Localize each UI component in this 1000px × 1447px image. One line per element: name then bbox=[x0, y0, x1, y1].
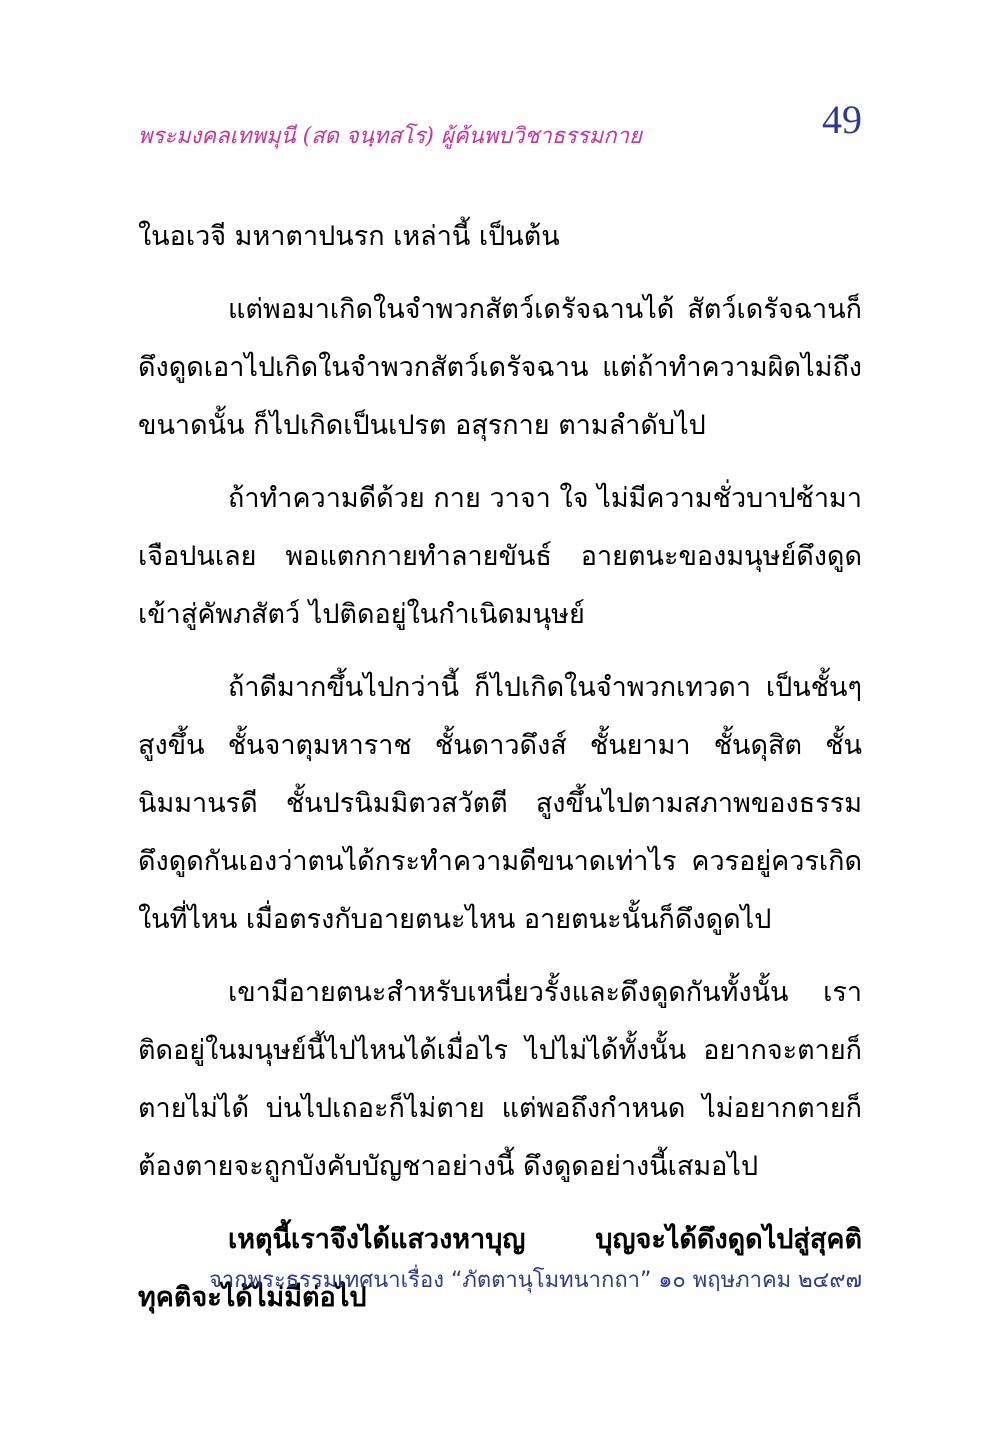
paragraph-4: ถ้าดีมากขึ้นไปกว่านี้ ก็ไปเกิดในจำพวกเทวดา เป็นชั้นๆ สูงขึ้น ชั้นจาตุมหาราช ชั้นดาวดึงส์ ชั้นยามา ชั้นดุสิต ชั้นนิมมานรดี ชั้นปรนิมมิตวสวัตตี สูงขึ้นไปตามสภาพของธรรมดึงดูดกันเองว่าตนได้กระทำความดีขนาดเท่าไร ควรอยู่ควรเกิดในที่ไหน เมื่อตรงกับอายตนะไหน อายตนะนั้นก็ดึงดูดไป bbox=[138, 672, 862, 935]
paragraph-1: ในอเวจี มหาตาปนรก เหล่านี้ เป็นต้น bbox=[138, 221, 560, 252]
page-number: 49 bbox=[822, 97, 862, 142]
paragraph-3: ถ้าทำความดีด้วย กาย วาจา ใจ ไม่มีความชั่วบาปช้ามาเจือปนเลย พอแตกกายทำลายขันธ์ อายตนะของมนุษย์ดึงดูด เข้าสู่คัพภสัตว์ ไปติดอยู่ในกำเนิดมนุษย์ bbox=[138, 483, 862, 630]
body-text bbox=[138, 208, 862, 1342]
header-title: พระมงคลเทพมุนี (สด จนฺทสโร) ผู้ค้นพบวิชาธรรมกาย bbox=[138, 124, 642, 149]
paragraph-2: แต่พอมาเกิดในจำพวกสัตว์เดรัจฉานได้ สัตว์เดรัจฉานก็ดึงดูดเอาไปเกิดในจำพวกสัตว์เดรัจฉาน แต่ถ้าทำความผิดไม่ถึงขนาดนั้น ก็ไปเกิดเป็นเปรต อสุรกาย ตามลำดับไป bbox=[138, 294, 862, 441]
paragraph-6-bold: เหตุนี้เราจึงได้แสวงหาบุญ บุญจะได้ดึงดูดไปสู่สุคติ ทุคติจะได้ไม่มีต่อไป bbox=[138, 1224, 862, 1313]
paragraph-5: เขามีอายตนะสำหรับเหนี่ยวรั้งและดึงดูดกันทั้งนั้น เราติดอยู่ในมนุษย์นี้ไปไหนได้เมื่อไร ไปไม่ได้ทั้งนั้น อยากจะตายก็ตายไม่ได้ บ่นไปเถอะก็ไม่ตาย แต่พอถึงกำหนด ไม่อยากตายก็ต้องตายจะถูกบังคับบัญชาอย่างนี้ ดึงดูดอย่างนี้เสมอไป bbox=[138, 977, 862, 1182]
source-note: จากพระธรรมเทศนาเรื่อง “ภัตตานุโมทนากถา” ๑๐ พฤษภาคม ๒๔๙๗ bbox=[209, 1268, 862, 1293]
running-header bbox=[138, 97, 862, 160]
